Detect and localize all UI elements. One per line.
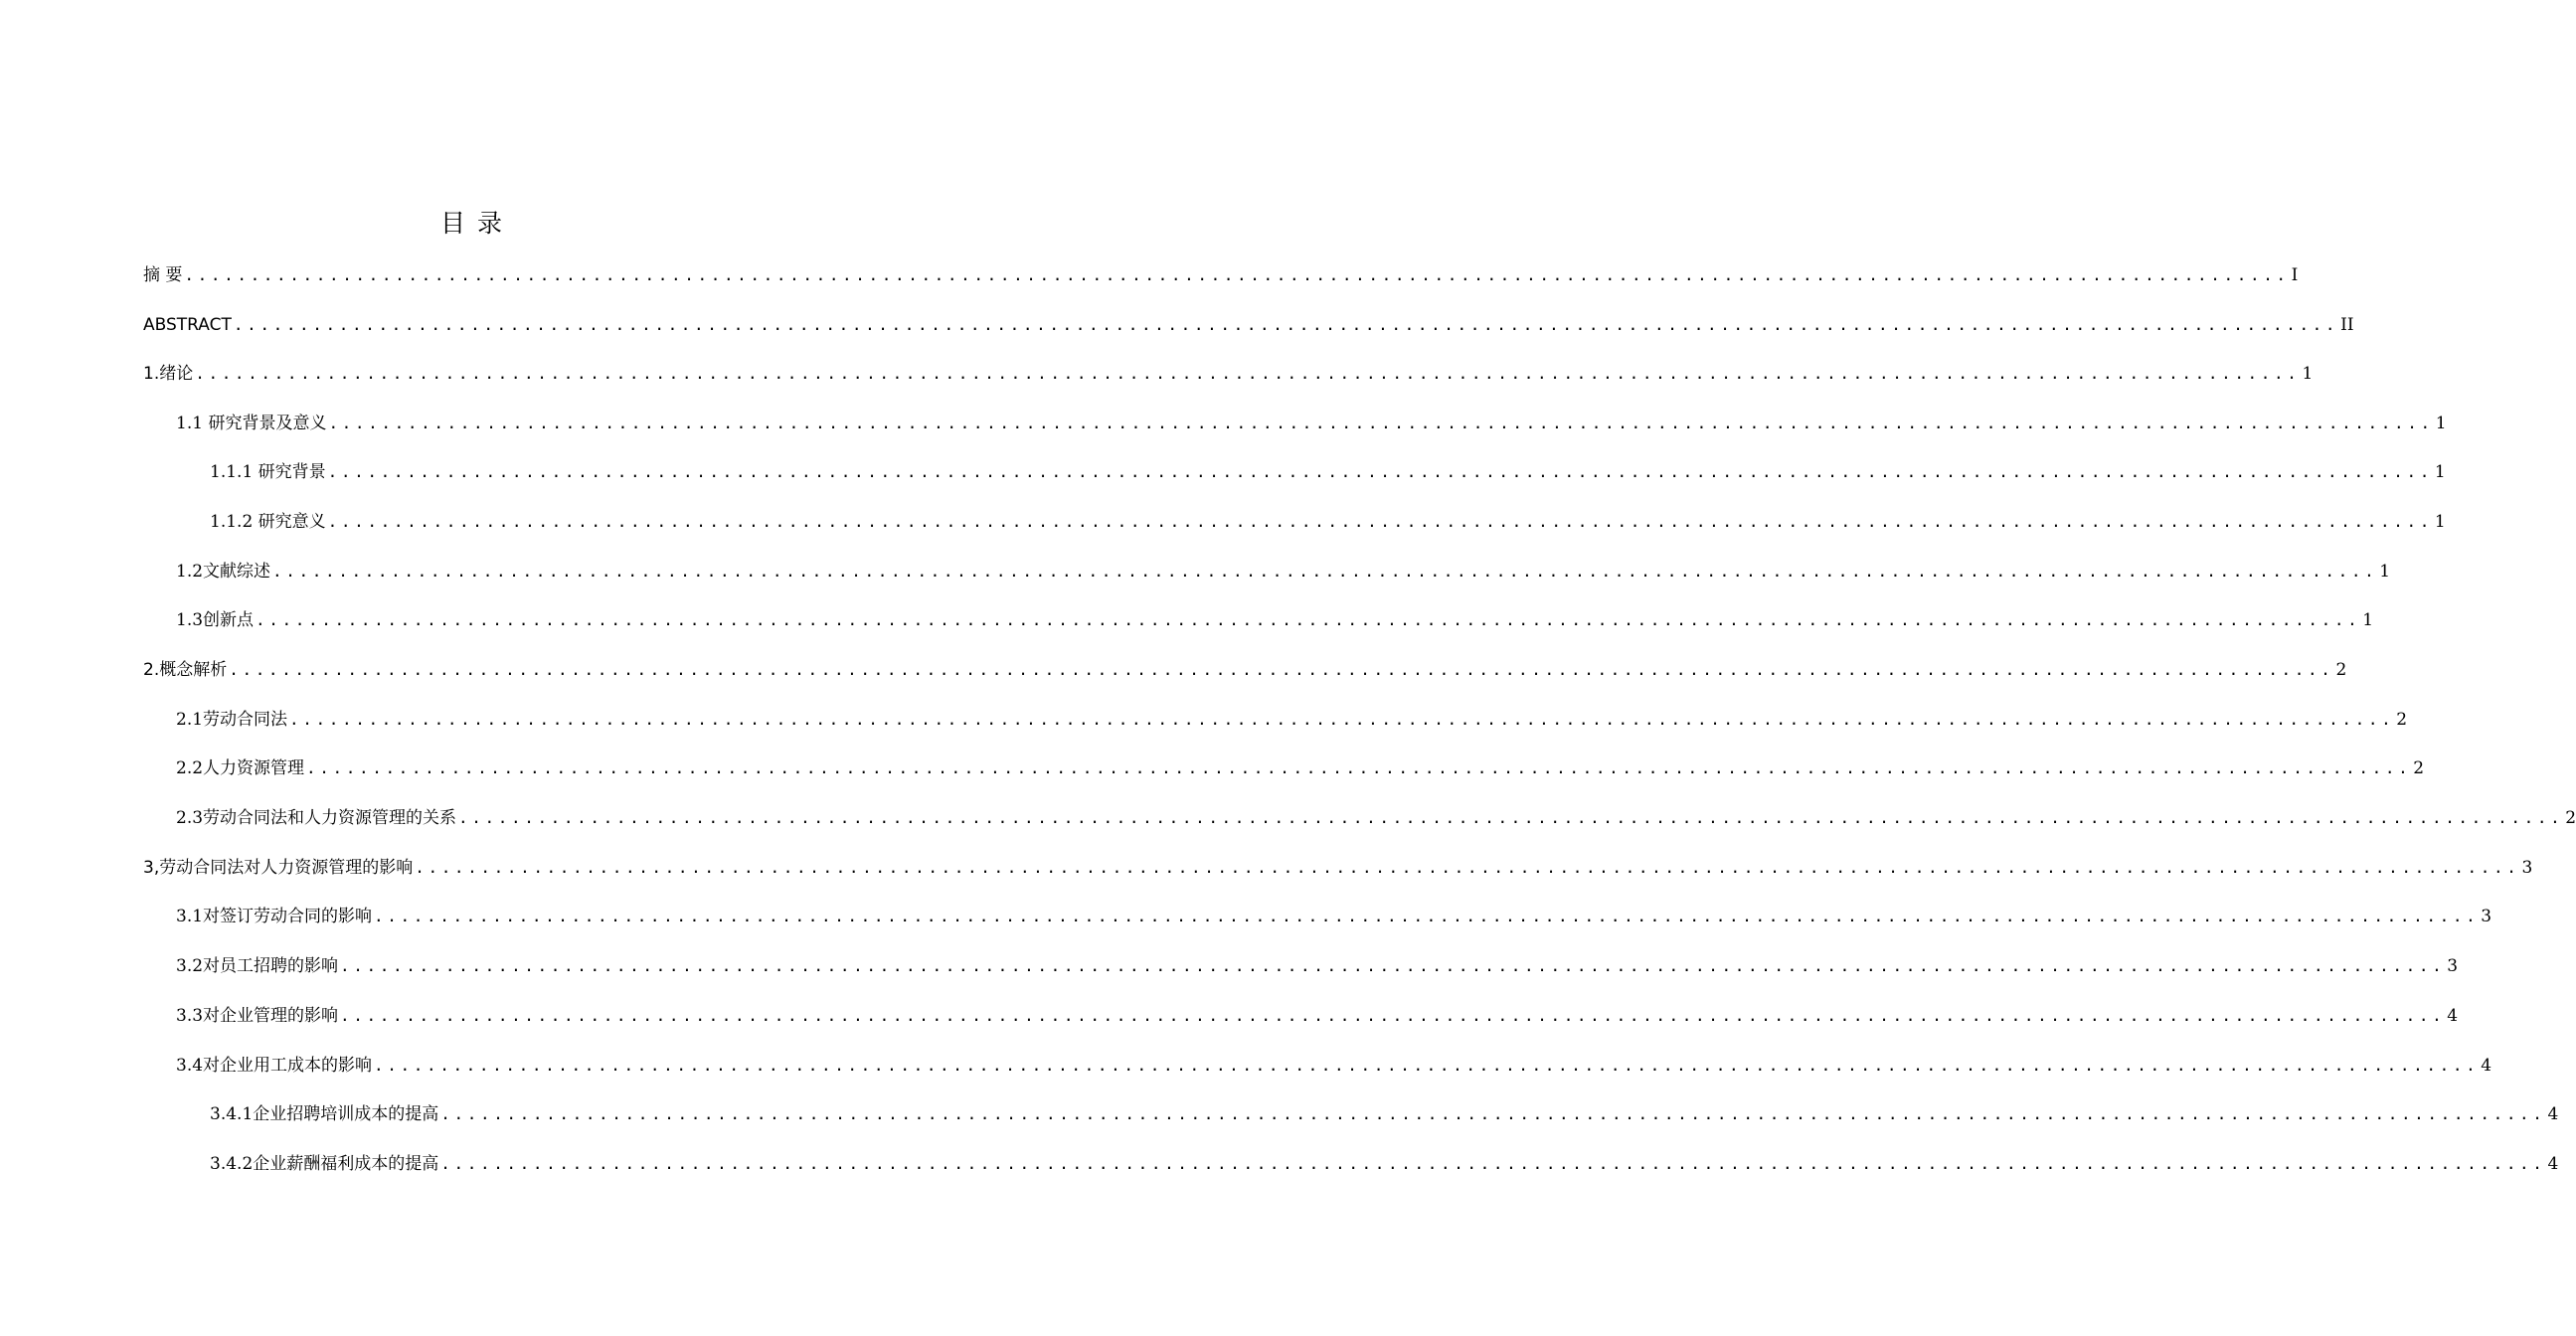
- toc-entry-text: 1.绪论: [143, 364, 194, 384]
- dot-leader: ................................................................................................................................................................: [256, 610, 2361, 629]
- toc-entry-text: 摘 要: [143, 265, 183, 285]
- dot-leader: ................................................................................................................................................................: [340, 1006, 2446, 1025]
- toc-entry-page: 3: [2481, 907, 2492, 926]
- dot-leader: ................................................................................................................................................................: [289, 710, 2395, 729]
- dot-leader: ................................................................................................................................................................: [440, 1104, 2546, 1123]
- toc-entry-page: 4: [2447, 1006, 2459, 1026]
- toc-entry[interactable]: [143, 655, 2347, 685]
- toc-entry-text: 3.2对员工招聘的影响: [176, 956, 339, 976]
- toc-entry-page: 1: [2435, 414, 2447, 433]
- toc-entry-page: 1: [2362, 610, 2374, 630]
- toc-entry-page: I: [2291, 265, 2299, 285]
- toc-entry-page: 2: [2335, 660, 2347, 680]
- toc-entry-text: 2.2人力资源管理: [176, 758, 305, 778]
- dot-leader: ................................................................................................................................................................: [327, 512, 2433, 531]
- dot-leader: ................................................................................................................................................................: [374, 1056, 2480, 1075]
- toc-entry[interactable]: [210, 1099, 2559, 1129]
- toc-entry-text: 1.1.2 研究意义: [210, 512, 326, 532]
- toc-entry-text: 3,劳动合同法对人力资源管理的影响: [143, 858, 414, 878]
- toc-entry[interactable]: [176, 1051, 2492, 1081]
- dot-leader: ................................................................................................................................................................: [229, 660, 2334, 679]
- toc-entry-page: 4: [2547, 1154, 2559, 1174]
- toc-entry-text: 3.4.1企业招聘培训成本的提高: [210, 1104, 439, 1124]
- dot-leader: ................................................................................................................................................................: [440, 1154, 2546, 1173]
- toc-entry[interactable]: [176, 803, 2576, 833]
- toc-entry[interactable]: [176, 605, 2374, 635]
- dot-leader: ................................................................................................................................................................: [374, 907, 2480, 925]
- toc-entry[interactable]: [143, 310, 2354, 340]
- toc-entry-page: 1: [2302, 364, 2314, 384]
- toc-entry[interactable]: [176, 409, 2447, 438]
- dot-leader: ................................................................................................................................................................: [340, 956, 2446, 975]
- toc-entry-page: 4: [2481, 1056, 2492, 1076]
- dot-leader: ................................................................................................................................................................: [327, 462, 2433, 481]
- toc-entry-page: 3: [2447, 956, 2459, 976]
- dot-leader: ................................................................................................................................................................: [272, 562, 2378, 581]
- toc-entry[interactable]: [176, 705, 2408, 735]
- toc-entry-page: 1: [2379, 562, 2391, 582]
- dot-leader: ................................................................................................................................................................: [233, 315, 2339, 334]
- dot-leader: ................................................................................................................................................................: [328, 414, 2434, 432]
- toc-entry[interactable]: [210, 457, 2446, 487]
- toc-entry-text: 2.概念解析: [143, 660, 228, 680]
- toc-entry-page: 1: [2434, 462, 2446, 482]
- toc-entry-page: 2: [2565, 808, 2576, 828]
- toc-entry[interactable]: [210, 507, 2446, 537]
- toc-entry-text: 3.3对企业管理的影响: [176, 1006, 339, 1026]
- toc-entry-text: 3.4对企业用工成本的影响: [176, 1056, 373, 1076]
- toc-entry-text: 1.2文献综述: [176, 562, 271, 582]
- toc-entry-text: ABSTRACT: [143, 315, 232, 335]
- toc-entry-text: 2.3劳动合同法和人力资源管理的关系: [176, 808, 457, 828]
- toc-entry-page: II: [2340, 315, 2354, 335]
- toc-entry[interactable]: [143, 359, 2314, 389]
- toc-entry[interactable]: [176, 557, 2391, 586]
- dot-leader: ................................................................................................................................................................: [458, 808, 2564, 827]
- toc-entry[interactable]: [176, 902, 2492, 931]
- toc-entry-text: 3.1对签订劳动合同的影响: [176, 907, 373, 926]
- dot-leader: ................................................................................................................................................................: [184, 265, 2290, 284]
- toc-entry[interactable]: [143, 853, 2533, 883]
- toc-entry-text: 3.4.2企业薪酬福利成本的提高: [210, 1154, 439, 1174]
- toc-entry[interactable]: [176, 1001, 2459, 1031]
- dot-leader: ................................................................................................................................................................: [195, 364, 2301, 383]
- toc-entry-text: 1.3创新点: [176, 610, 255, 630]
- toc-entry-page: 1: [2434, 512, 2446, 532]
- toc-entry[interactable]: [176, 753, 2425, 783]
- toc-entry[interactable]: [143, 260, 2299, 290]
- toc-entry-text: 1.1 研究背景及意义: [176, 414, 327, 433]
- toc-entry-page: 4: [2547, 1104, 2559, 1124]
- dot-leader: ................................................................................................................................................................: [415, 858, 2520, 877]
- toc-entry-page: 3: [2521, 858, 2533, 878]
- toc-entry[interactable]: [176, 951, 2459, 981]
- toc-entry-text: 1.1.1 研究背景: [210, 462, 326, 482]
- toc-entry-page: 2: [2396, 710, 2408, 730]
- toc-title: 目 录: [440, 209, 504, 238]
- toc-entry-page: 2: [2413, 758, 2425, 778]
- dot-leader: ................................................................................................................................................................: [306, 758, 2412, 777]
- toc-entry-text: 2.1劳动合同法: [176, 710, 288, 730]
- toc-entry[interactable]: [210, 1149, 2559, 1179]
